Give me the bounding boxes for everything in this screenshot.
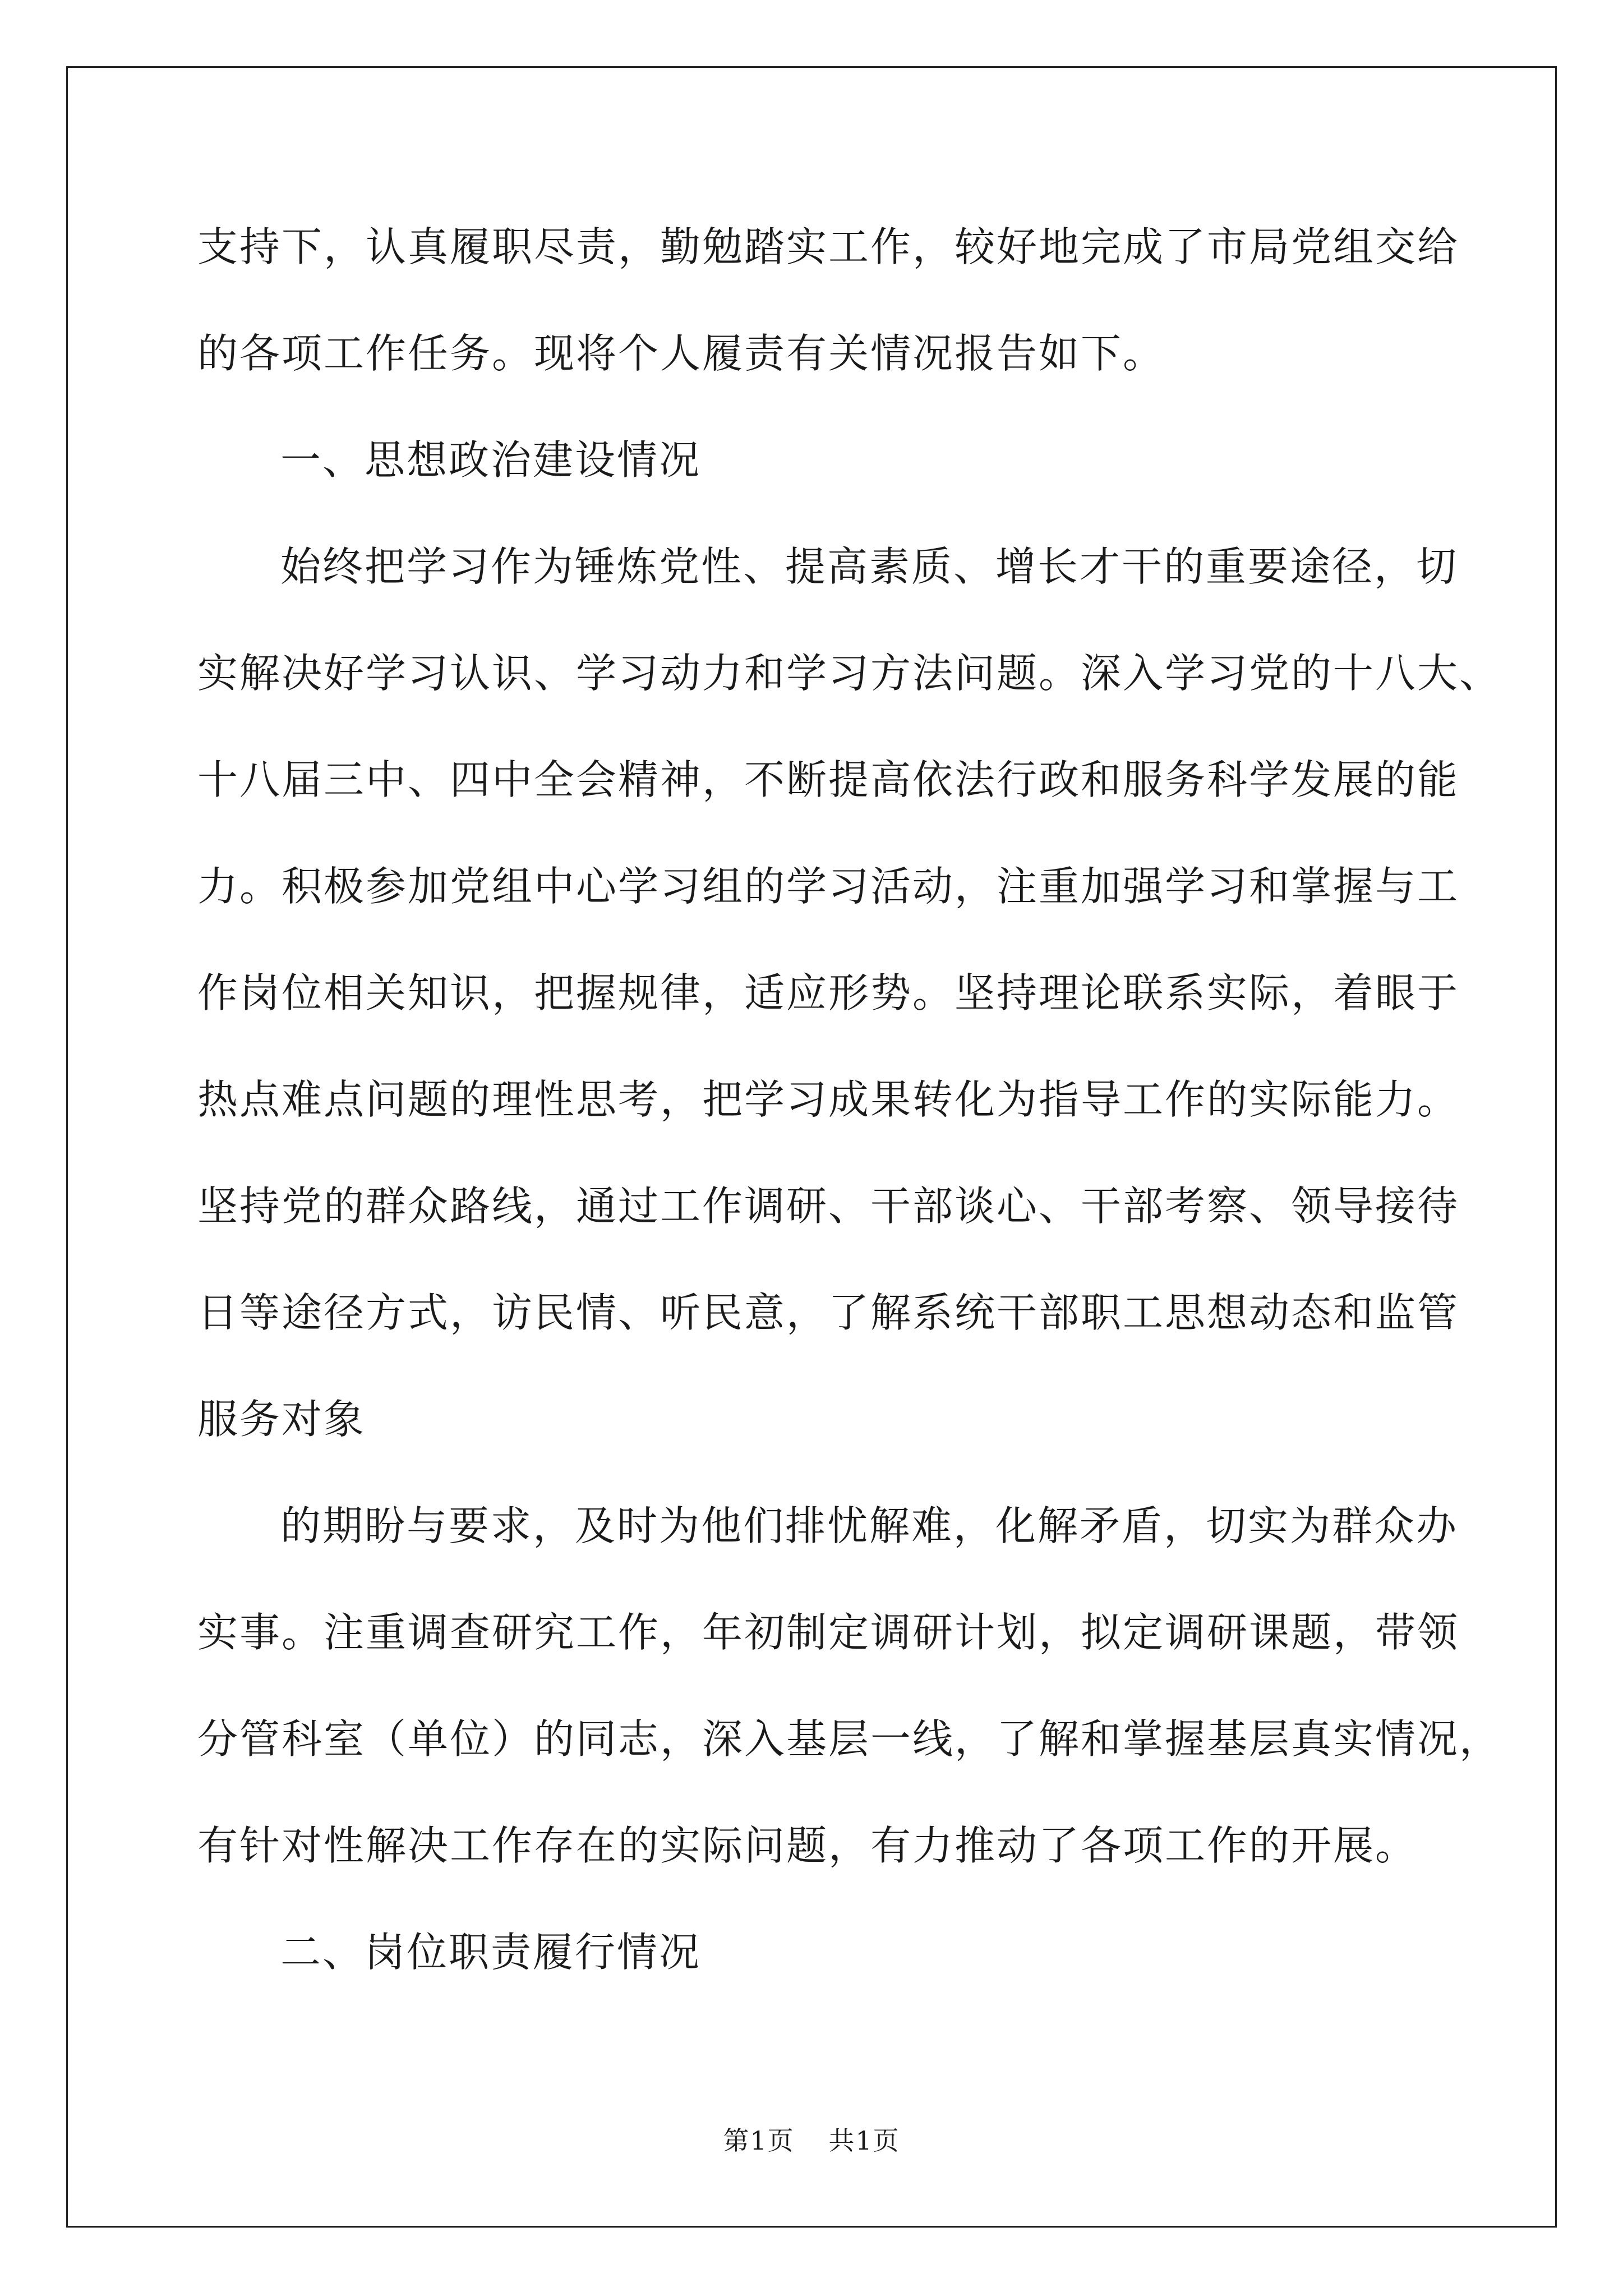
text-line: 实解决好学习认识、学习动力和学习方法问题。深入学习党的十八大、: [197, 650, 1502, 697]
page-footer: [0, 2120, 1623, 2157]
page-total: 共1页: [828, 2125, 900, 2156]
text-line: 作岗位相关知识，把握规律，适应形势。坚持理论联系实际，着眼于: [197, 969, 1460, 1016]
text-line: 的期盼与要求，及时为他们排忧解难，化解矛盾，切实为群众办: [280, 1502, 1459, 1549]
text-line: 坚持党的群众路线，通过工作调研、干部谈心、干部考察、领导接待: [197, 1182, 1460, 1230]
text-line: 服务对象: [197, 1396, 366, 1443]
text-line: 支持下，认真履职尽责，勤勉踏实工作，较好地完成了市局党组交给: [197, 223, 1460, 270]
section-heading: 二、岗位职责履行情况: [280, 1929, 702, 1976]
text-line: 实事。注重调查研究工作，年初制定调研计划，拟定调研课题，带领: [197, 1609, 1460, 1656]
text-line: 始终把学习作为锤炼党性、提高素质、增长才干的重要途径，切: [280, 543, 1459, 590]
text-line: 分管科室（单位）的同志，深入基层一线，了解和掌握基层真实情况，: [197, 1715, 1502, 1763]
text-line: 热点难点问题的理性思考，把学习成果转化为指导工作的实际能力。: [197, 1076, 1460, 1123]
page-border: [66, 66, 1557, 2228]
text-line: 日等途径方式，访民情、听民意，了解系统干部职工思想动态和监管: [197, 1289, 1460, 1336]
text-line: 有针对性解决工作存在的实际问题，有力推动了各项工作的开展。: [197, 1822, 1418, 1869]
text-line: 的各项工作任务。现将个人履责有关情况报告如下。: [197, 330, 1165, 377]
section-heading: 一、思想政治建设情况: [280, 436, 702, 484]
text-line: 力。积极参加党组中心学习组的学习活动，注重加强学习和掌握与工: [197, 863, 1460, 910]
page-number: 第1页: [723, 2125, 795, 2156]
text-line: 十八届三中、四中全会精神，不断提高依法行政和服务科学发展的能: [197, 756, 1460, 803]
